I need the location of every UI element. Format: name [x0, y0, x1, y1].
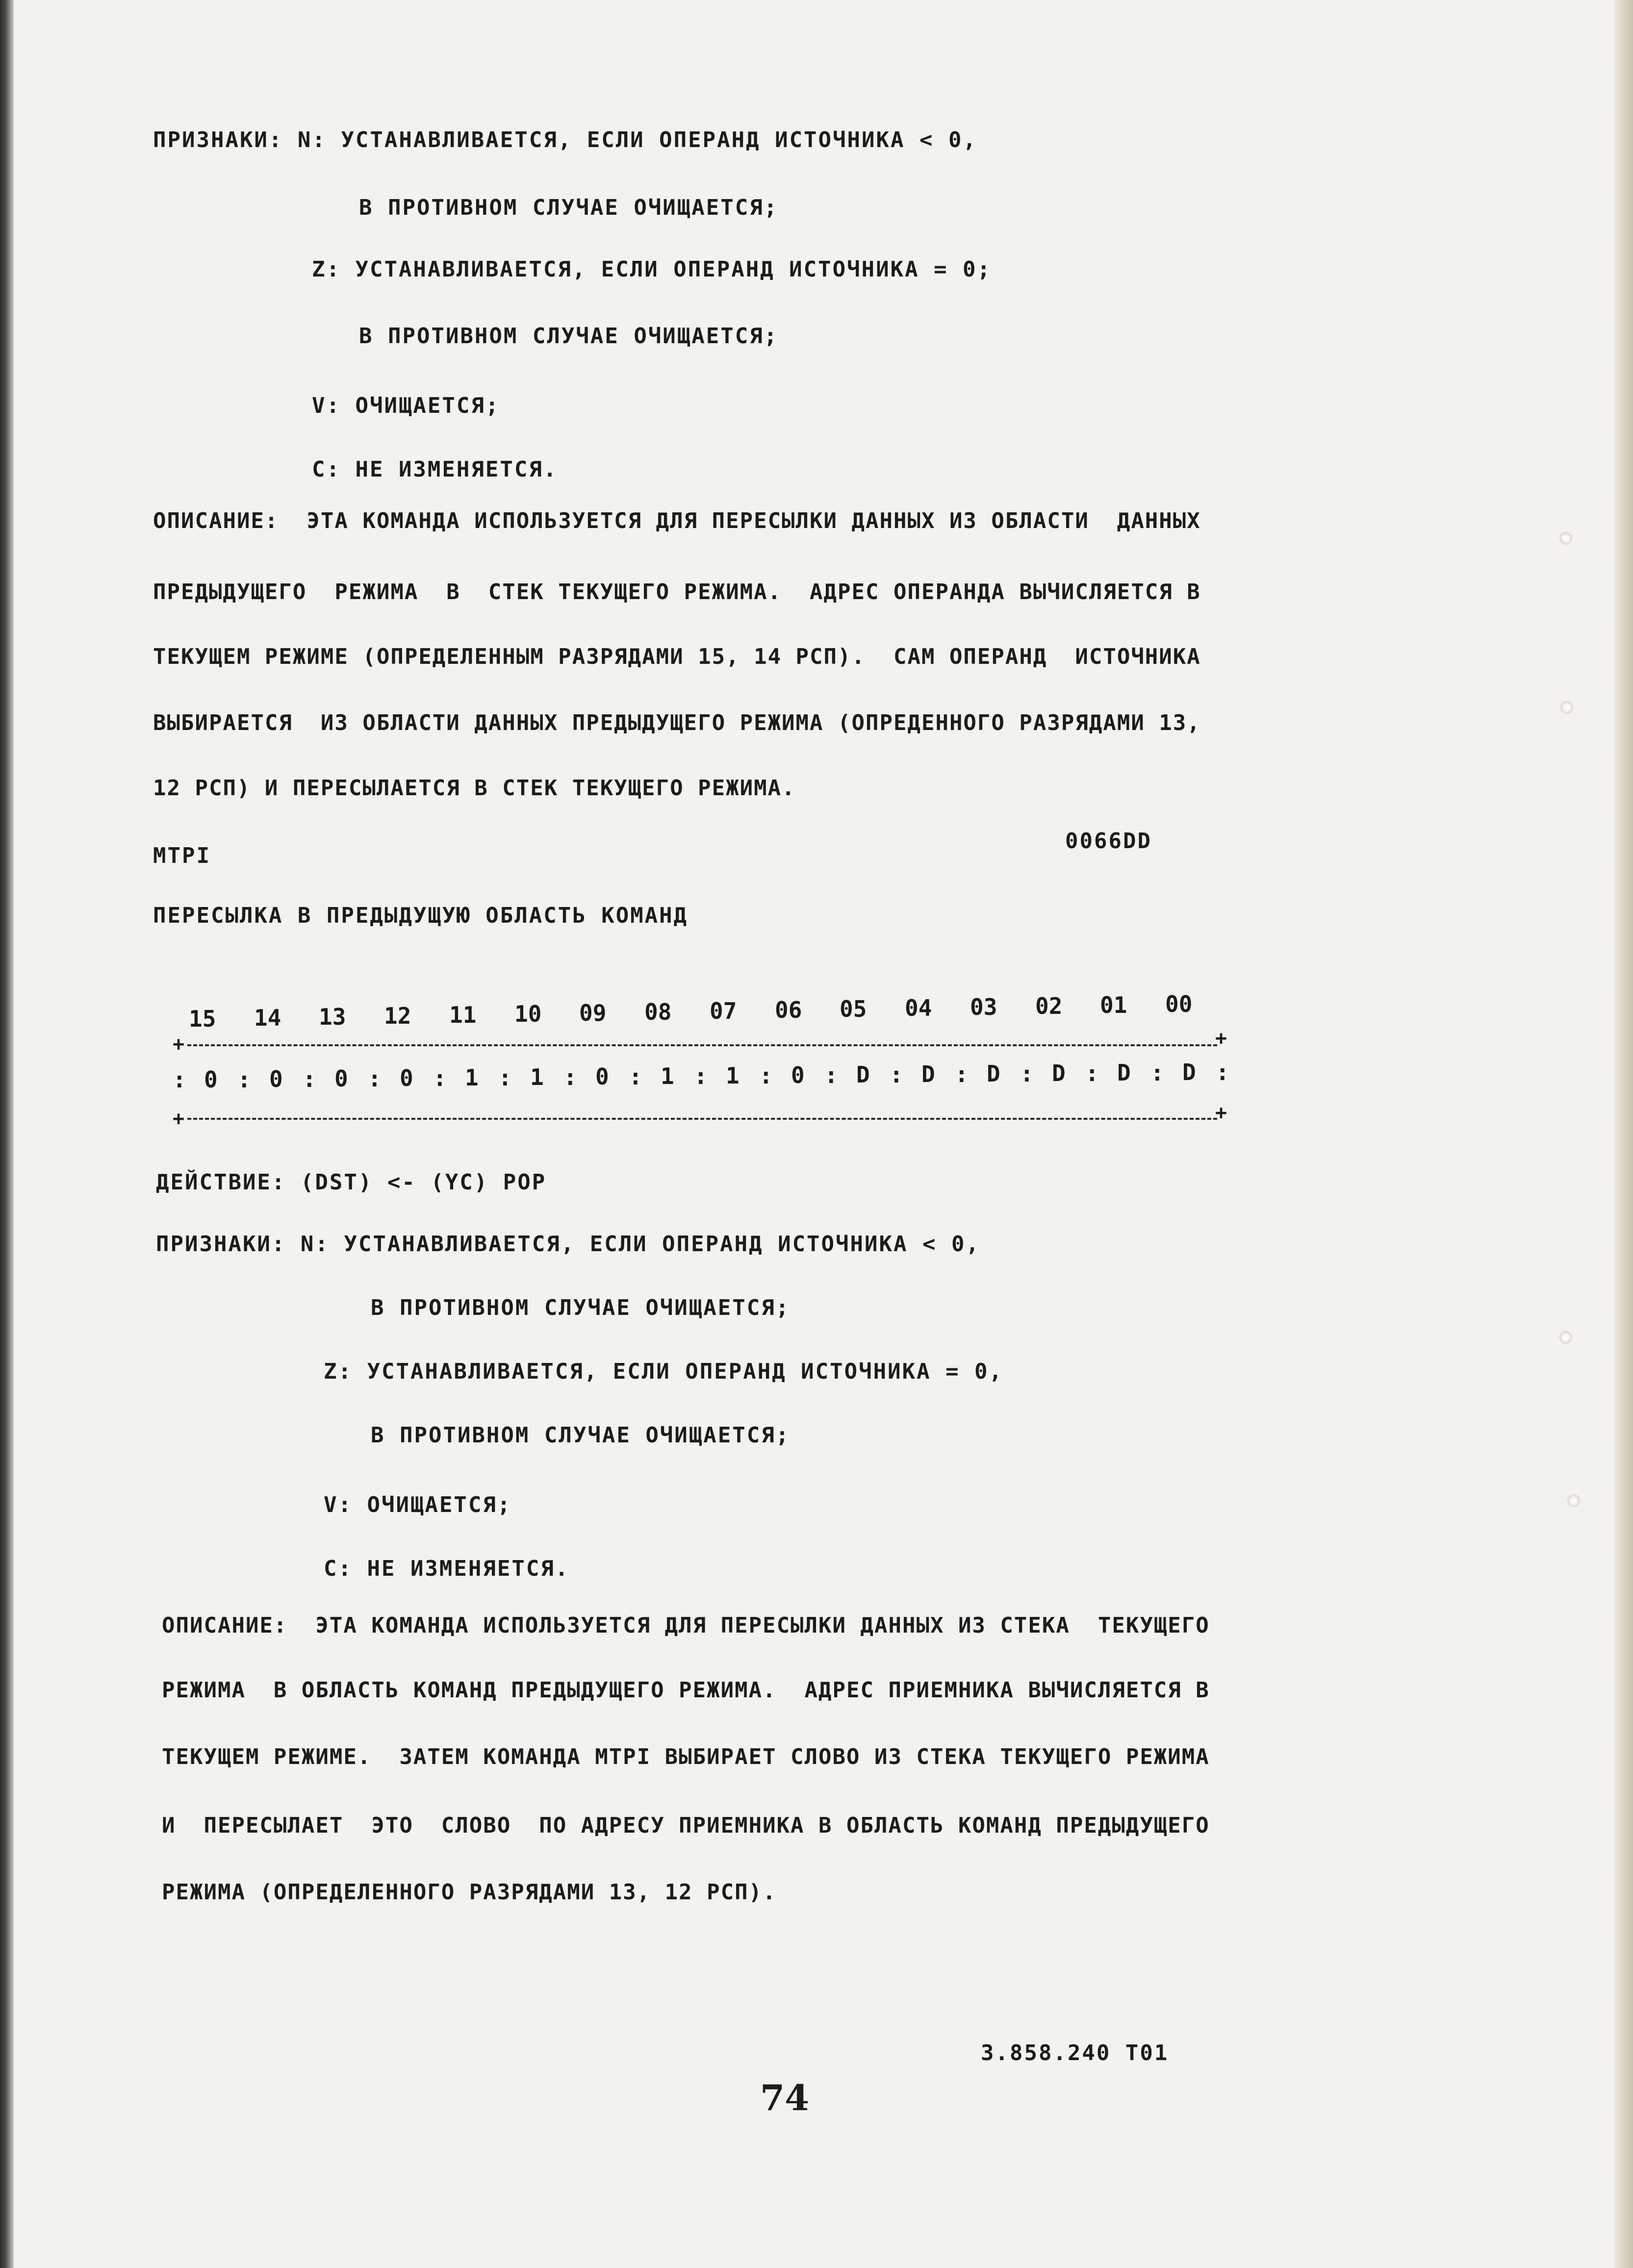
bit-separator: :	[563, 1064, 577, 1090]
scan-left-edge	[0, 0, 14, 2268]
flags-z-else: В ПРОТИВНОМ СЛУЧАЕ ОЧИЩАЕТСЯ;	[359, 324, 779, 349]
bit-number: 10	[514, 1001, 542, 1027]
description-line: ПРЕДЫДУЩЕГО РЕЖИМА В СТЕК ТЕКУЩЕГО РЕЖИМА. АДРЕС ОПЕРАНДА ВЫЧИСЛЯЕТСЯ В	[153, 580, 1201, 605]
bit-value: 0	[400, 1065, 413, 1091]
flags-z-else: В ПРОТИВНОМ СЛУЧАЕ ОЧИЩАЕТСЯ;	[371, 1423, 791, 1448]
flags-z-line: Z: УСТАНАВЛИВАЕТСЯ, ЕСЛИ ОПЕРАНД ИСТОЧНИКА = 0,	[324, 1359, 1004, 1384]
flags-c-line: C: НЕ ИЗМЕНЯЕТСЯ.	[312, 457, 558, 482]
action-line: ДЕЙСТВИЕ: (DST) <- (YC) POP	[156, 1170, 547, 1195]
document-page	[14, 0, 1614, 2268]
bit-value: 1	[726, 1062, 740, 1089]
flags-z-line: Z: УСТАНАВЛИВАЕТСЯ, ЕСЛИ ОПЕРАНД ИСТОЧНИКА = 0;	[312, 257, 992, 282]
description-line: ТЕКУЩЕМ РЕЖИМЕ. ЗАТЕМ КОМАНДА MTPI ВЫБИРАЕТ СЛОВО ИЗ СТЕКА ТЕКУЩЕГО РЕЖИМА	[162, 1744, 1210, 1769]
flags-n-line: ПРИЗНАКИ: N: УСТАНАВЛИВАЕТСЯ, ЕСЛИ ОПЕРАНД ИСТОЧНИКА < 0,	[153, 127, 977, 152]
bit-separator: :	[1150, 1059, 1164, 1086]
bit-separator: :	[303, 1066, 316, 1092]
bit-value: D	[1117, 1059, 1131, 1086]
bit-number: 11	[449, 1002, 477, 1028]
bit-number: 02	[1035, 993, 1063, 1019]
bit-value: 0	[334, 1065, 348, 1092]
bit-separator: :	[1085, 1060, 1099, 1086]
flags-n-line: ПРИЗНАКИ: N: УСТАНАВЛИВАЕТСЯ, ЕСЛИ ОПЕРАНД ИСТОЧНИКА < 0,	[156, 1232, 980, 1257]
flags-n-else: В ПРОТИВНОМ СЛУЧАЕ ОЧИЩАЕТСЯ;	[359, 195, 779, 220]
bit-number: 05	[840, 996, 867, 1022]
instruction-mnemonic: MTPI	[153, 843, 211, 868]
bit-value: D	[1052, 1060, 1066, 1086]
bit-value: 1	[530, 1064, 544, 1090]
bit-separator: :	[1216, 1059, 1229, 1085]
document-number: 3.858.240 Т01	[981, 2041, 1169, 2066]
bit-separator: :	[433, 1065, 447, 1091]
page-number: 74	[760, 2077, 810, 2118]
scan-right-edge	[1614, 0, 1633, 2268]
bit-separator: :	[237, 1066, 251, 1093]
punch-hole	[1560, 701, 1573, 714]
description-line: ОПИСАНИЕ: ЭТА КОМАНДА ИСПОЛЬЗУЕТСЯ ДЛЯ ПЕРЕСЫЛКИ ДАННЫХ ИЗ ОБЛАСТИ ДАННЫХ	[153, 508, 1201, 533]
bit-number: 06	[775, 997, 802, 1023]
bit-separator: :	[1020, 1060, 1034, 1087]
table-corner: +	[173, 1108, 185, 1130]
bit-separator: :	[824, 1062, 838, 1088]
bit-number: 01	[1100, 992, 1127, 1018]
table-corner: +	[173, 1033, 185, 1056]
description-line: 12 РСП) И ПЕРЕСЫЛАЕТСЯ В СТЕК ТЕКУЩЕГО РЕЖИМА.	[153, 776, 796, 801]
bit-value: D	[856, 1061, 870, 1088]
bit-value: 0	[595, 1063, 609, 1090]
bit-value: 0	[204, 1066, 218, 1093]
bit-separator: :	[368, 1065, 382, 1092]
bit-number: 00	[1165, 991, 1193, 1017]
bit-value: D	[1182, 1059, 1196, 1085]
table-bottom-border	[187, 1118, 1217, 1120]
bit-number: 12	[384, 1003, 411, 1029]
description-line: РЕЖИМА В ОБЛАСТЬ КОМАНД ПРЕДЫДУЩЕГО РЕЖИМА. АДРЕС ПРИЕМНИКА ВЫЧИСЛЯЕТСЯ В	[162, 1678, 1210, 1703]
description-line: И ПЕРЕСЫЛАЕТ ЭТО СЛОВО ПО АДРЕСУ ПРИЕМНИКА В ОБЛАСТЬ КОМАНД ПРЕДЫДУЩЕГО	[162, 1813, 1210, 1838]
bit-number: 08	[644, 999, 672, 1025]
bit-number: 03	[970, 994, 997, 1020]
description-line: ТЕКУЩЕМ РЕЖИМЕ (ОПРЕДЕЛЕННЫМ РАЗРЯДАМИ 15, 14 РСП). САМ ОПЕРАНД ИСТОЧНИКА	[153, 644, 1201, 669]
description-line: РЕЖИМА (ОПРЕДЕЛЕННОГО РАЗРЯДАМИ 13, 12 РСП).	[162, 1880, 777, 1905]
punch-hole	[1559, 532, 1572, 545]
table-corner: +	[1215, 1102, 1227, 1124]
bit-number: 15	[189, 1006, 216, 1032]
flags-v-line: V: ОЧИЩАЕТСЯ;	[324, 1492, 512, 1517]
flags-v-line: V: ОЧИЩАЕТСЯ;	[312, 393, 500, 418]
bit-value: 1	[661, 1063, 674, 1089]
bit-separator: :	[173, 1066, 186, 1093]
bit-separator: :	[694, 1063, 708, 1089]
bit-number: 04	[905, 995, 932, 1021]
flags-c-line: C: НЕ ИЗМЕНЯЕТСЯ.	[324, 1556, 570, 1581]
description-line: ОПИСАНИЕ: ЭТА КОМАНДА ИСПОЛЬЗУЕТСЯ ДЛЯ ПЕРЕСЫЛКИ ДАННЫХ ИЗ СТЕКА ТЕКУЩЕГО	[162, 1613, 1210, 1638]
bit-separator: :	[759, 1062, 773, 1089]
punch-hole	[1567, 1494, 1580, 1507]
bit-separator: :	[955, 1061, 969, 1087]
punch-hole	[1559, 1331, 1572, 1344]
flags-n-else: В ПРОТИВНОМ СЛУЧАЕ ОЧИЩАЕТСЯ;	[371, 1295, 791, 1320]
table-top-border	[187, 1044, 1217, 1046]
bit-value: D	[921, 1061, 935, 1087]
bit-value: 0	[269, 1066, 283, 1092]
instruction-opcode: 0066DD	[1065, 829, 1152, 854]
bit-separator: :	[890, 1061, 903, 1088]
bit-separator: :	[498, 1064, 512, 1091]
bit-separator: :	[629, 1063, 642, 1090]
description-line: ВЫБИРАЕТСЯ ИЗ ОБЛАСТИ ДАННЫХ ПРЕДЫДУЩЕГО РЕЖИМА (ОПРЕДЕННОГО РАЗРЯДАМИ 13,	[153, 710, 1201, 735]
instruction-title: ПЕРЕСЫЛКА В ПРЕДЫДУЩУЮ ОБЛАСТЬ КОМАНД	[153, 903, 689, 928]
bit-number: 09	[579, 1000, 607, 1026]
bit-number: 14	[254, 1005, 281, 1031]
bit-value: D	[987, 1060, 1000, 1087]
bit-value: 1	[465, 1064, 479, 1091]
bit-value: 0	[791, 1062, 805, 1088]
bit-number: 13	[319, 1004, 346, 1030]
table-corner: +	[1215, 1027, 1227, 1050]
bit-number: 07	[710, 998, 737, 1024]
